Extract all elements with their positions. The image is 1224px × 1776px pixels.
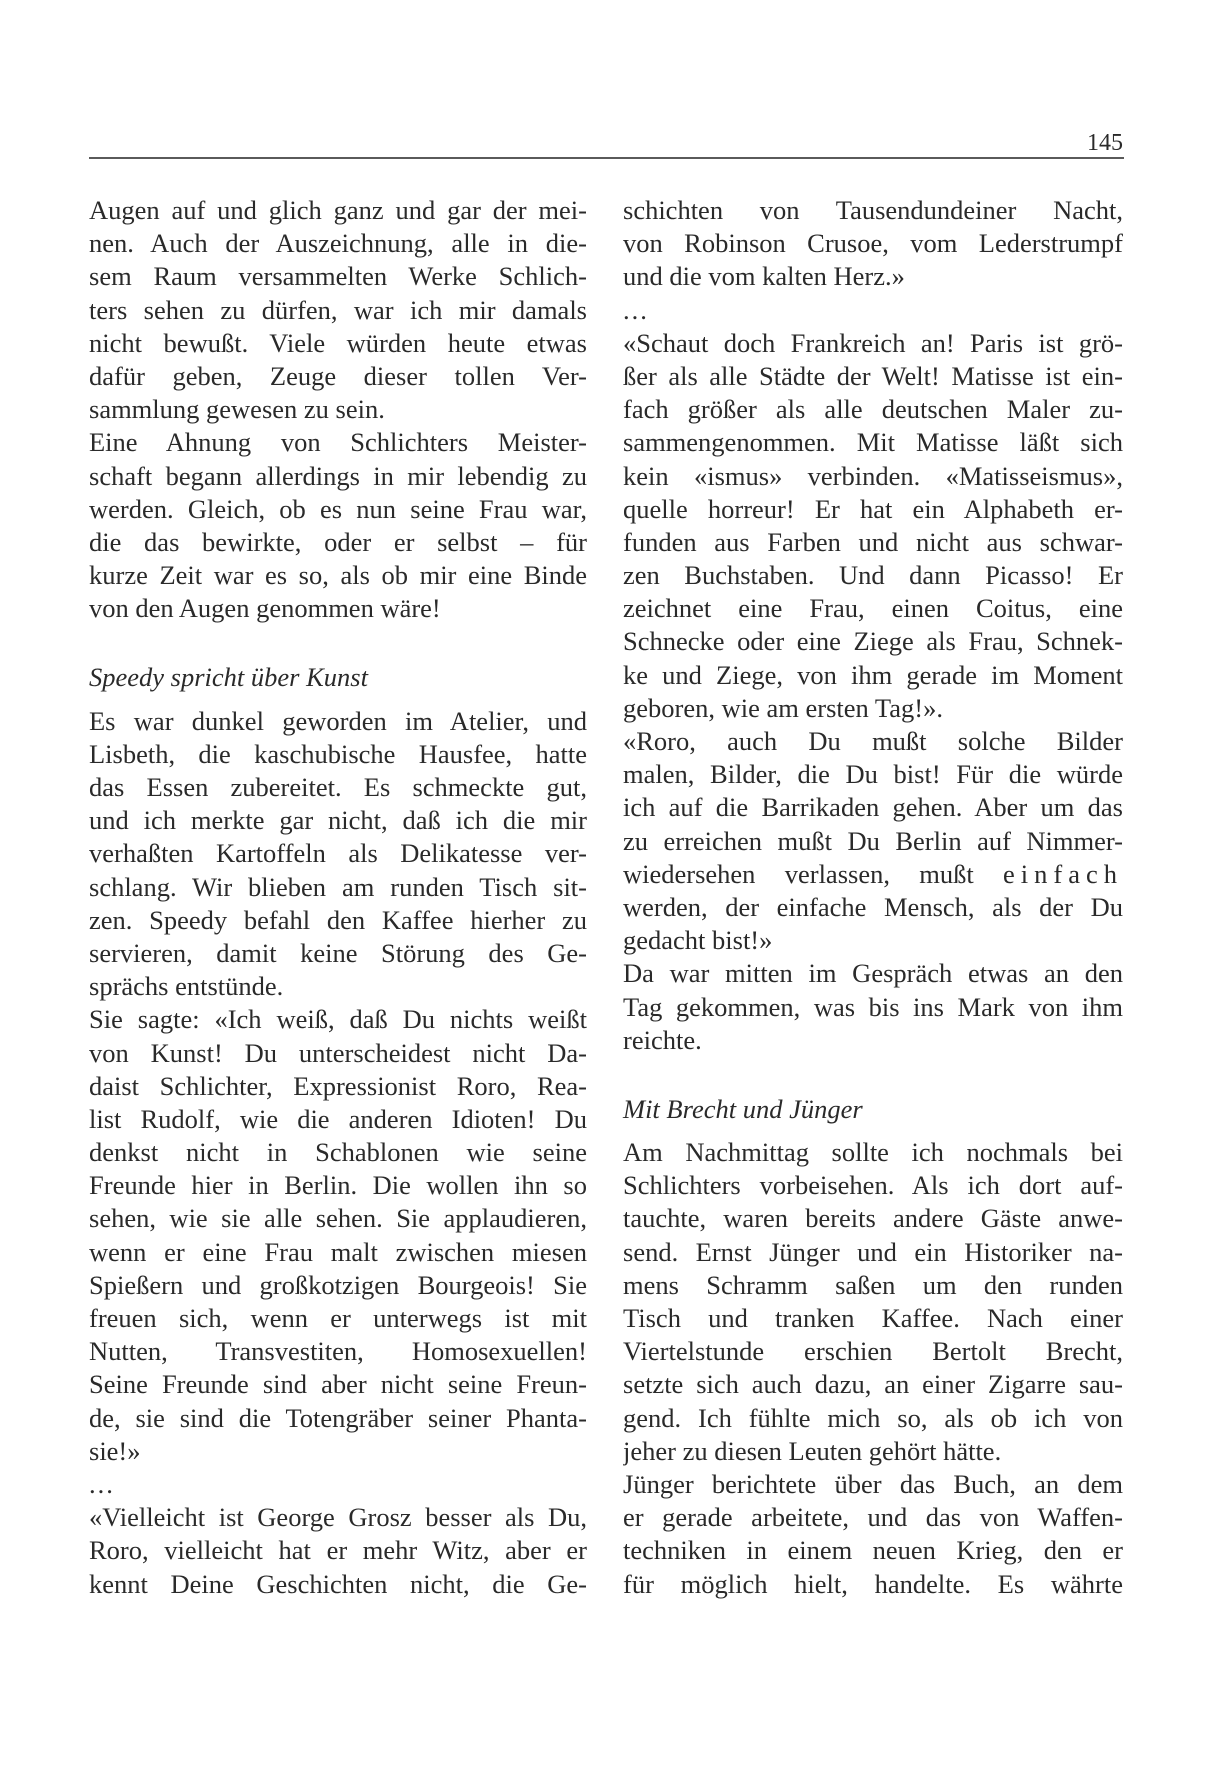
text-line: «Schaut doch Frankreich an! Paris ist grö-: [623, 327, 1123, 358]
text-line: tauchte, waren bereits andere Gäste anwe-: [623, 1203, 1123, 1234]
text-line: reichte.: [623, 1024, 702, 1055]
text-line: Viertelstunde erschien Bertolt Brecht,: [623, 1336, 1123, 1367]
text-line: jeher zu diesen Leuten gehört hätte.: [623, 1435, 1002, 1466]
text-line: Jünger berichtete über das Buch, an dem: [623, 1468, 1123, 1499]
text-line: «Roro, auch Du mußt solche Bilder: [623, 726, 1123, 756]
text-line: Es war dunkel geworden im Atelier, und: [89, 705, 587, 736]
text-line: sem Raum versammelten Werke Schlich-: [89, 261, 587, 292]
text-line: schaft begann allerdings in mir lebendig zu: [89, 460, 587, 491]
text-line: gend. Ich fühlte mich so, als ob ich von: [623, 1402, 1123, 1433]
text-line: freuen sich, wenn er unterwegs ist mit: [89, 1303, 587, 1333]
text-line: für möglich hielt, handelte. Es währte: [623, 1568, 1123, 1599]
text-line: de, sie sind die Totengräber seiner Phanta-: [89, 1402, 587, 1433]
letterspaced-word: einfach: [1003, 858, 1123, 889]
text-line: «Vielleicht ist George Grosz besser als Du,: [89, 1502, 587, 1533]
text-fragment: wiedersehen verlassen, mußt: [623, 858, 974, 889]
text-line: die das bewirkte, oder er selbst – für: [89, 526, 587, 557]
paragraph-4: [89, 1003, 587, 1468]
paragraph-1: [89, 194, 587, 426]
paragraph-3: [89, 705, 587, 1004]
text-line: denkst nicht in Schablonen wie seine: [89, 1137, 587, 1168]
text-line: schichten von Tausendundeiner Nacht,: [623, 195, 1123, 225]
text-line: Nutten, Transvestiten, Homosexuellen!: [89, 1336, 587, 1367]
section-gap: [89, 625, 587, 661]
text-line: techniken in einem neuen Krieg, den er: [623, 1535, 1123, 1566]
text-line: [623, 858, 1123, 891]
text-line: mens Schramm saßen um den runden: [623, 1269, 1123, 1300]
text-line: malen, Bilder, die Du bist! Für die würde: [623, 759, 1123, 790]
text-line: Augen auf und glich ganz und gar der mei-: [89, 195, 587, 225]
text-line: wenn er eine Frau malt zwischen miesen: [89, 1236, 587, 1267]
text-line: sprächs entstünde.: [89, 971, 284, 1002]
paragraph-1: [623, 194, 1123, 294]
text-line: Tag gekommen, was bis ins Mark von ihm: [623, 991, 1123, 1022]
paragraph-5: [623, 1136, 1123, 1468]
text-line: ich auf die Barrikaden gehen. Aber um das: [623, 792, 1123, 823]
ellipsis: ...: [89, 1468, 115, 1499]
text-line: gedacht bist!»: [623, 925, 773, 956]
ellipsis: ...: [623, 294, 649, 325]
text-line: setzte sich auch dazu, an einer Zigarre sau-: [623, 1369, 1123, 1400]
text-line: Tisch und tranken Kaffee. Nach einer: [623, 1303, 1123, 1333]
text-line: und ich merkte gar nicht, daß ich die mir: [89, 805, 587, 836]
paragraph-3: [623, 725, 1123, 957]
text-line: Lisbeth, die kaschubische Hausfee, hatte: [89, 738, 587, 769]
text-line: geboren, wie am ersten Tag!».: [623, 692, 943, 723]
text-line: Da war mitten im Gespräch etwas an den: [623, 958, 1123, 989]
text-line: sammengenommen. Mit Matisse läßt sich: [623, 427, 1123, 458]
text-line: Eine Ahnung von Schlichters Meister-: [89, 427, 587, 458]
text-line: funden aus Farben und nicht aus schwar-: [623, 526, 1123, 557]
section-gap: [623, 1057, 1123, 1093]
text-line: kurze Zeit war es so, als ob mir eine Binde: [89, 560, 587, 591]
text-line: Freunde hier in Berlin. Die wollen ihn so: [89, 1170, 587, 1201]
text-line: das Essen zubereitet. Es schmeckte gut,: [89, 772, 587, 802]
text-line: sammlung gewesen zu sein.: [89, 394, 385, 425]
text-line: fach größer als alle deutschen Maler zu-: [623, 394, 1123, 425]
text-line: zeichnet eine Frau, einen Coitus, eine: [623, 593, 1123, 624]
text-line: zen. Speedy befahl den Kaffee hierher zu: [89, 904, 587, 935]
text-line: von den Augen genommen wäre!: [89, 593, 441, 624]
section-heading: Speedy spricht über Kunst: [89, 662, 368, 693]
text-line: werden. Gleich, ob es nun seine Frau war,: [89, 493, 587, 524]
section-heading: Mit Brecht und Jünger: [623, 1093, 863, 1124]
text-line: sehen, wie sie alle sehen. Sie applaudieren,: [89, 1203, 587, 1234]
text-line: und die vom kalten Herz.»: [623, 261, 905, 292]
text-line: schlang. Wir blieben am runden Tisch sit-: [89, 871, 587, 902]
page-number: 145: [1087, 130, 1123, 156]
text-line: send. Ernst Jünger und ein Historiker na-: [623, 1236, 1123, 1267]
heading-gap: [89, 695, 587, 705]
text-line: Schlichters vorbeisehen. Als ich dort auf-: [623, 1170, 1123, 1201]
text-line: Roro, vielleicht hat er mehr Witz, aber er: [89, 1535, 587, 1566]
header-rule: [89, 157, 1124, 159]
text-line: Spießern und großkotzigen Bourgeois! Sie: [89, 1269, 587, 1300]
text-line: zen Buchstaben. Und dann Picasso! Er: [623, 560, 1123, 591]
text-line: quelle horreur! Er hat ein Alphabeth er-: [623, 493, 1123, 524]
paragraph-2: [623, 327, 1123, 725]
text-line: Schnecke oder eine Ziege als Frau, Schnek-: [623, 626, 1123, 657]
text-line: von Kunst! Du unterscheidest nicht Da-: [89, 1037, 587, 1068]
text-line: zu erreichen mußt Du Berlin auf Nimmer-: [623, 825, 1123, 856]
text-line: verhaßten Kartoffeln als Delikatesse ver-: [89, 838, 587, 869]
text-line: list Rudolf, wie die anderen Idioten! Du: [89, 1103, 587, 1134]
text-line: daist Schlichter, Expressionist Roro, Rea-: [89, 1070, 587, 1101]
paragraph-5: [89, 1501, 587, 1601]
text-line: kennt Deine Geschichten nicht, die Ge-: [89, 1568, 587, 1599]
right-column: [623, 194, 1123, 1601]
text-line: nen. Auch der Auszeichnung, alle in die-: [89, 228, 587, 259]
paragraph-2: [89, 426, 587, 625]
text-line: Sie sagte: «Ich weiß, daß Du nichts weißt: [89, 1004, 587, 1035]
text-line: nicht bewußt. Viele würden heute etwas: [89, 327, 587, 358]
paragraph-4: [623, 957, 1123, 1057]
heading-gap: [623, 1126, 1123, 1136]
text-line: werden, der einfache Mensch, als der Du: [623, 891, 1123, 922]
paragraph-6: [623, 1468, 1123, 1601]
text-line: ßer als alle Städte der Welt! Matisse ist ein-: [623, 360, 1123, 391]
text-line: ters sehen zu dürfen, war ich mir damals: [89, 294, 587, 325]
text-line: Am Nachmittag sollte ich nochmals bei: [623, 1137, 1123, 1168]
left-column: [89, 194, 587, 1601]
text-line: er gerade arbeitete, und das von Waffen-: [623, 1502, 1123, 1533]
text-line: Seine Freunde sind aber nicht seine Freun-: [89, 1369, 587, 1400]
text-line: dafür geben, Zeuge dieser tollen Ver-: [89, 360, 587, 391]
text-line: sie!»: [89, 1435, 141, 1466]
text-line: von Robinson Crusoe, vom Lederstrumpf: [623, 228, 1123, 259]
text-line: servieren, damit keine Störung des Ge-: [89, 937, 587, 968]
text-line: ke und Ziege, von ihm gerade im Moment: [623, 659, 1123, 690]
text-line: kein «ismus» verbinden. «Matisseismus»,: [623, 460, 1123, 491]
